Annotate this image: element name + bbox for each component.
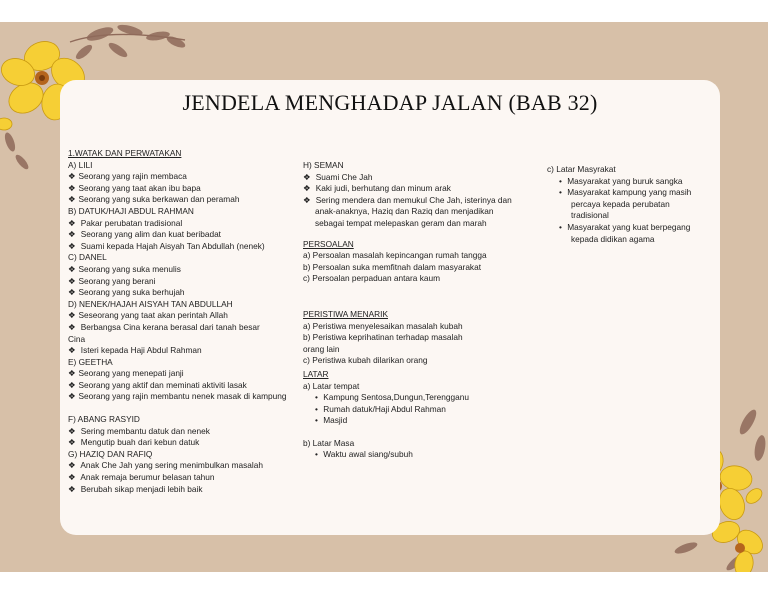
- list-item: c) Peristiwa kubah dilarikan orang: [303, 355, 428, 366]
- list-item: ❖ Seorang yang rajin membantu nenek masak di kampung: [68, 391, 287, 402]
- list-item: ❖ Seorang yang menepati janji: [68, 368, 184, 379]
- list-item: ❖ Seseorang yang taat akan perintah Allah: [68, 310, 228, 321]
- list-item: ❖ Pakar perubatan tradisional: [68, 217, 183, 228]
- bullet-icon: •: [559, 175, 562, 186]
- column-watak: [68, 148, 300, 495]
- character-heading-haziq: G) HAZIQ DAN RAFIQ: [68, 448, 153, 459]
- list-item: ❖ Kaki judi, berhutang dan minum arak: [303, 183, 451, 194]
- list-item: ❖ Seorang yang rajin membaca: [68, 171, 187, 182]
- diamond-bullet-icon: ❖: [68, 275, 76, 286]
- diamond-bullet-icon: ❖: [68, 217, 76, 228]
- list-item: ❖ Anak Che Jah yang sering menimbulkan masalah: [68, 460, 263, 471]
- diamond-bullet-icon: ❖: [68, 287, 76, 298]
- diamond-bullet-icon: ❖: [68, 310, 76, 321]
- page-title: JENDELA MENGHADAP JALAN (BAB 32): [182, 90, 598, 115]
- character-heading-lili: A) LILI: [68, 159, 93, 170]
- subheading-latar-tempat: a) Latar tempat: [303, 380, 360, 391]
- diamond-bullet-icon: ❖: [68, 472, 76, 483]
- character-heading-seman: H) SEMAN: [303, 160, 344, 170]
- section-heading-latar: LATAR: [303, 368, 329, 379]
- bullet-icon: •: [315, 392, 318, 403]
- column-seman-persoalan: [303, 160, 515, 461]
- bullet-icon: •: [315, 415, 318, 426]
- diamond-bullet-icon: ❖: [68, 229, 76, 240]
- bullet-icon: •: [559, 187, 562, 198]
- character-heading-nenek: D) NENEK/HAJAH AISYAH TAN ABDULLAH: [68, 298, 233, 309]
- column-latar-masyarakat: [547, 164, 712, 245]
- bullet-icon: •: [315, 449, 318, 460]
- list-item: ❖ Berubah sikap menjadi lebih baik: [68, 483, 203, 494]
- character-heading-rasyid: F) ABANG RASYID: [68, 414, 140, 425]
- diamond-bullet-icon: ❖: [303, 171, 311, 182]
- list-item: a) Persoalan masalah kepincangan rumah tangga: [303, 250, 487, 261]
- section-heading-watak: 1.WATAK DAN PERWATAKAN: [68, 148, 182, 158]
- list-item: • Masyarakat kampung yang masih percaya kepada perubatan tradisional: [559, 187, 692, 221]
- list-item: ❖ Sering membantu datuk dan nenek: [68, 425, 210, 436]
- list-item: ❖ Seorang yang suka menulis: [68, 263, 181, 274]
- list-item-continuation: Cina: [68, 333, 86, 344]
- list-item: ❖ Seorang yang taat akan ibu bapa: [68, 182, 201, 193]
- list-item: ❖ Berbangsa Cina kerana berasal dari tanah besar: [68, 321, 260, 332]
- list-item: ❖ Suami Che Jah: [303, 171, 373, 182]
- slide-background: [0, 22, 768, 572]
- list-item: b) Peristiwa keprihatinan terhadap masalah orang lain: [303, 332, 463, 354]
- list-item: ❖ Seorang yang suka berhujah: [68, 287, 185, 298]
- diamond-bullet-icon: ❖: [68, 368, 76, 379]
- diamond-bullet-icon: ❖: [68, 171, 76, 182]
- diamond-bullet-icon: ❖: [68, 437, 76, 448]
- diamond-bullet-icon: ❖: [68, 460, 76, 471]
- list-item: • Masjid: [315, 415, 348, 426]
- diamond-bullet-icon: ❖: [68, 240, 76, 251]
- diamond-bullet-icon: ❖: [68, 391, 76, 402]
- list-item: ❖ Seorang yang berani: [68, 275, 156, 286]
- list-item: • Rumah datuk/Haji Abdul Rahman: [315, 403, 446, 414]
- diamond-bullet-icon: ❖: [68, 321, 76, 332]
- diamond-bullet-icon: ❖: [68, 345, 76, 356]
- character-heading-datuk: B) DATUK/HAJI ABDUL RAHMAN: [68, 205, 194, 216]
- list-item: c) Persoalan perpaduan antara kaum: [303, 273, 440, 284]
- list-item: • Masyarakat yang buruk sangka: [559, 175, 683, 186]
- bullet-icon: •: [315, 403, 318, 414]
- diamond-bullet-icon: ❖: [68, 379, 76, 390]
- list-item: • Kampung Sentosa,Dungun,Terengganu: [315, 392, 469, 403]
- list-item: a) Peristiwa menyelesaikan masalah kubah: [303, 320, 463, 331]
- diamond-bullet-icon: ❖: [68, 263, 76, 274]
- section-heading-peristiwa: PERISTIWA MENARIK: [303, 308, 388, 319]
- list-item: ❖ Sering mendera dan memukul Che Jah, isterinya dan anak-anaknya, Haziq dan Raziq dan menjadikan sebagai tempat melepaskan geram dan marah: [303, 194, 512, 228]
- section-heading-persoalan: PERSOALAN: [303, 238, 354, 249]
- diamond-bullet-icon: ❖: [68, 425, 76, 436]
- list-item: ❖ Suami kepada Hajah Aisyah Tan Abdullah (nenek): [68, 240, 265, 251]
- diamond-bullet-icon: ❖: [68, 182, 76, 193]
- list-item: ❖ Seorang yang alim dan kuat beribadat: [68, 229, 221, 240]
- character-heading-danel: C) DANEL: [68, 252, 107, 263]
- list-item: • Masyarakat yang kuat berpegang kepada didikan agama: [559, 221, 691, 244]
- subheading-latar-masyarakat: c) Latar Masyrakat: [547, 164, 616, 174]
- diamond-bullet-icon: ❖: [303, 194, 311, 205]
- list-item: ❖ Anak remaja berumur belasan tahun: [68, 472, 215, 483]
- list-item: ❖ Seorang yang aktif dan meminati aktiviti lasak: [68, 379, 247, 390]
- diamond-bullet-icon: ❖: [68, 483, 76, 494]
- diamond-bullet-icon: ❖: [68, 194, 76, 205]
- diamond-bullet-icon: ❖: [303, 183, 311, 194]
- list-item: ❖ Mengutip buah dari kebun datuk: [68, 437, 200, 448]
- list-item: ❖ Seorang yang suka berkawan dan peramah: [68, 194, 240, 205]
- subheading-latar-masa: b) Latar Masa: [303, 437, 355, 448]
- character-heading-geetha: E) GEETHA: [68, 356, 113, 367]
- list-item: ❖ Isteri kepada Haji Abdul Rahman: [68, 345, 202, 356]
- list-item: b) Persoalan suka memfitnah dalam masyarakat: [303, 261, 482, 272]
- list-item: • Waktu awal siang/subuh: [315, 449, 413, 460]
- bullet-icon: •: [559, 221, 562, 232]
- content-panel: [60, 80, 720, 535]
